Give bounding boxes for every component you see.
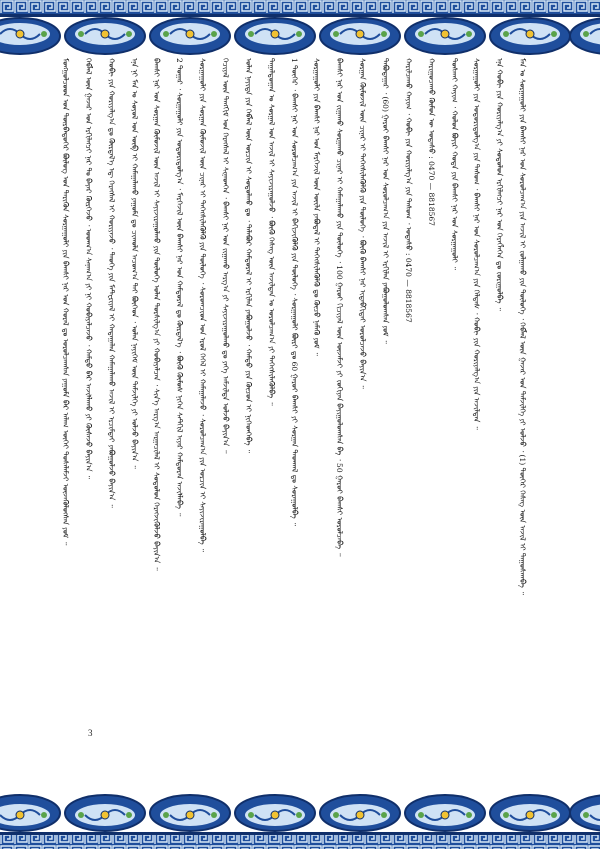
text-column: ᠬᠡᠪᠯᠡᠯ ᠦᠨ ᠭᠠᠵᠠᠷ ᠤᠨ ᠡᠷᠬᠢᠯᠡᠭᠴᠢ ᠨᠠᠷ ᠲᠤ ᠪᠠᠶᠠᠷ ᠬᠦᠷᠭᠡᠵᠦ ᠂ ᠤᠳᠬ᠎ᠠ ᠰᠠᠨᠠᠭ᠎ᠠ ᠶᠢ ᠨᠢ ᠬᠤᠪᠢᠶᠠᠯᠴᠠᠵᠤ ᠂ ᠬᠠᠮᠲᠤ ᠪᠡᠷ ᠠᠵᠢᠯᠯᠠᠬᠤ ᠶᠢ ᠬᠦᠰᠡᠵᠦ ᠪᠠᠶᠢᠨ᠎ᠠ ᠃ [84, 58, 93, 479]
text-column: ᠬᠡᠴᠢᠶᠡᠯ ᠦᠨ ᠲᠠᠩᠬᠢᠮ ᠤᠨ ᠬᠡᠷᠡᠭᠰᠡᠯ ᠢ ᠰᠢᠨᠡᠳᠬᠡᠨ ᠂ ᠪᠠᠭᠰᠢ ᠨᠠᠷ ᠤᠨ ᠵᠢᠭᠠᠬᠤ ᠠᠷᠭ᠎ᠠ ᠶᠢ ᠰᠠᠶᠢᠵᠢᠷᠠᠭᠤᠯᠬᠤ ᠳᠤ ᠶᠡᠬᠡ ᠠᠮᠵᠢᠯᠲᠠ ᠣᠯᠵᠤ ᠪᠠᠶᠢᠨ᠎ᠠ ᠃ [221, 58, 230, 454]
bottom-ornament-band [0, 789, 600, 849]
text-column: ᠮᠣᠩᠭᠣᠯᠴᠤᠳ ᠤᠨ ᠳᠦᠷᠪᠡᠳᠦᠭᠡᠷ ᠪᠦᠯᠦᠭ ᠤᠨ ᠲᠡᠷᠢᠭᠦᠨ ᠰᠤᠷᠭᠠᠭᠤᠯᠢ ᠶᠢᠨ ᠪᠠᠭᠰᠢ ᠨᠠᠷ ᠤᠨ ᠬᠤᠷᠠᠯ ᠳᠤ ᠣᠷᠤᠯᠴᠠᠭᠰᠠᠨ ᠶᠠᠭᠤᠮᠠ ᠪᠠᠷ ᠠᠯᠠᠭ ᠦᠭᠡᠢ ᠲᠤᠰᠠᠯᠠᠮᠵᠢ ᠦᠵᠡᠭᠦᠯᠦᠭᠰᠡᠨ ᠶᠤᠮ ᠃ [61, 58, 70, 546]
text-column: ᠰᠤᠷᠭᠠᠭᠤᠯᠢ ᠶᠢᠨ ᠪᠠᠭᠰᠢ ᠨᠠᠷ ᠤᠨ ᠮᠡᠷᠭᠡᠵᠢᠯ ᠦᠨ ᠦᠢᠯᠡ ᠶᠠᠪᠤᠳᠠᠯ ᠢ ᠳᠡᠭᠡᠭᠰᠢᠯᠡᠭᠦᠯᠬᠦ ᠳᠤ ᠬᠦᠴᠦ ᠨᠡᠮᠡᠬᠦ ᠶᠤᠮ ᠃ [312, 58, 321, 356]
text-column: ᠬᠠᠷᠢᠯᠴᠠᠬᠤ ᠬᠠᠶᠢᠭ ᠂ ᠬᠤᠪᠢ ᠶᠢᠨ ᠬᠤᠷᠢᠶᠠᠯᠭ᠎ᠠ ᠶᠢᠨ ᠲᠠᠰᠤᠭ ᠂ ᠤᠲᠠᠰᠤ : 0470 — 8818567 [404, 58, 413, 323]
text-column: ᠡᠨᠡ ᠬᠤᠪᠢ ᠶᠢᠨ ᠬᠤᠷᠢᠶᠠᠯᠭ᠎ᠠ ᠶᠢ ᠰᠤᠳᠤᠯᠤᠨ ᠡᠷᠬᠢᠯᠡᠭᠴᠢ ᠨᠠᠷ ᠤᠨ ᠬᠡᠷᠡᠭᠯᠡᠭᠡᠨ ᠳᠤ ᠵᠣᠷᠢᠭᠤᠯᠪᠠ ᠃ [495, 58, 504, 311]
cloud-scroll-ornament-icon [0, 0, 600, 60]
text-column: ᠬᠠᠷᠢᠭᠤᠴᠠᠬᠤ ᠬᠦᠮᠦᠨ ᠦ ᠤᠲᠠᠰᠤ : 0470 — 8818567 [427, 58, 436, 226]
cloud-scroll-ornament-icon [0, 789, 600, 849]
text-column: ᠲᠠᠪᠤᠳᠠᠭᠠᠷ ᠂ (60) ᠭᠠᠷᠤᠢ ᠪᠠᠭᠰᠢ ᠨᠠᠷ ᠤᠨ ᠰᠤᠷᠤᠯᠴᠠᠭ᠎ᠠ ᠶᠢᠨ ᠠᠵᠢᠯ ᠢ ᠡᠷᠬᠢᠯᠡᠨ ᠶᠠᠪᠤᠭᠤᠯᠤᠭᠰᠠᠨ ᠶᠤᠮ ᠃ [381, 58, 390, 344]
text-column: ᠬᠤᠪᠢ ᠶᠢᠨ ᠬᠤᠷᠢᠶᠠᠯᠭ᠎ᠠ ᠳᠤ ᠬᠦᠷᠲᠡᠯ᠎ᠡ ᠡᠳ᠋ ᠬᠡᠷᠡᠭᠰᠡᠯ ᠢ ᠬᠤᠷᠢᠶᠠᠵᠤ ᠂ ᠲᠡᠦᠬᠡ ᠶᠢᠨ ᠮᠠᠲ᠋ᠧᠷᠢᠶᠠᠯ ᠢ ᠬᠠᠳᠠᠭᠠᠯᠠᠨ ᠬᠠᠮᠠᠭᠠᠯᠠᠬᠤ ᠠᠵᠢᠯ ᠢ ᠡᠷᠴᠢᠮᠲᠡᠢ ᠶᠠᠪᠤᠭᠤᠯᠵᠤ ᠪᠠᠶᠢᠨ᠎ᠠ ᠃ [107, 58, 116, 508]
text-column: ᠣᠯᠠᠨ ᠨᠡᠶᠢᠲᠡ ᠶᠢᠨ ᠬᠡᠪᠯᠡᠯ ᠦᠨ ᠣᠷᠴᠢᠨ ᠢ ᠰᠤᠳᠤᠯᠬᠤ ᠳᠤ ᠂ ᠲᠠᠯᠠᠪᠤᠷ ᠬᠠᠮᠲᠤᠷᠠᠯ ᠢ ᠡᠷᠬᠢᠯᠡᠨ ᠶᠠᠪᠤᠭᠤᠯᠵᠤ ᠂ ᠬᠠᠮᠲᠤ ᠶᠢᠨ ᠬᠦᠴᠦᠨ ᠢ ᠨᠢᠭᠡᠳᠭᠡᠪᠡ ᠃ [244, 58, 253, 453]
text-column: 2 ᠳᠤᠭᠠᠷ ᠂ ᠰᠤᠷᠭᠠᠭᠤᠯᠢ ᠶᠢᠨ ᠤᠳᠤᠷᠢᠳᠤᠯᠭ᠎ᠠ ᠂ ᠮᠡᠷᠭᠡᠵᠢᠯ ᠦᠨ ᠪᠠᠭᠰᠢ ᠨᠠᠷ ᠤᠨ ᠬᠠᠮᠲᠤᠷᠠᠯ ᠳᠤ ᠬᠦᠷᠲᠡᠯ᠎ᠡ ᠂ ᠪᠦᠬᠦ ᠬᠦᠮᠦᠰ ᠨᠢᠭᠡᠨ ᠰᠡᠲᠭᠢᠯ ᠢᠶᠡᠷ ᠬᠠᠮᠲᠤᠷᠠᠨ ᠠᠵᠢᠯᠯᠠᠪᠠ ᠃ [175, 58, 184, 517]
text-column: ᠡᠨᠡ ᠨᠢ ᠮᠠᠨ ᠤ ᠰᠤᠶᠤᠯ ᠤᠨ ᠦᠪ ᠢ ᠬᠠᠮᠠᠭᠠᠯᠠᠬᠤ ᠶᠠᠭᠤᠮᠠ ᠳᠤ ᠴᠢᠬᠤᠯᠠ ᠠᠴᠤᠭ᠎ᠠ ᠲᠠᠢ ᠪᠦᠭᠡᠳ ᠂ ᠣᠯᠠᠨ ᠨᠡᠶᠢᠭᠡᠮ ᠦᠨ ᠳᠡᠮᠵᠢᠯᠭᠡ ᠶᠢ ᠣᠯᠵᠤ ᠪᠠᠶᠢᠨ᠎ᠠ ᠃ [130, 58, 139, 469]
text-column: ᠲᠤᠰᠬᠠᠢ ᠬᠠᠶᠢᠭ ᠂ ᠬᠤᠯᠤᠨ ᠪᠤᠶᠢᠷ ᠬᠣᠲᠠ ᠶᠢᠨ ᠪᠠᠭᠰᠢ ᠨᠠᠷ ᠤᠨ ᠰᠤᠷᠭᠠᠭᠤᠯᠢ ᠃ [450, 58, 459, 271]
document-body [60, 58, 540, 791]
page-number: 3 [88, 728, 93, 738]
text-column: 1 ᠳᠦᠭᠡᠷ ᠂ ᠪᠠᠭᠰᠢ ᠨᠠᠷ ᠤᠨ ᠰᠤᠷᠤᠯᠴᠠᠭ᠎ᠠ ᠶᠢᠨ ᠠᠵᠢᠯ ᠢ ᠪᠡᠬᠢᠵᠢᠭᠦᠯᠬᠦ ᠶᠢᠨ ᠲᠥᠯᠥᠭᠡ ᠂ ᠰᠤᠷᠭᠠᠭᠤᠯᠢ ᠪᠦᠷᠢ ᠳᠤ 60 ᠭᠠᠷᠤᠢ ᠪᠠᠭᠰᠢ ᠶᠢ ᠰᠤᠷᠭᠠᠨ ᠳᠠᠳᠬᠠᠯ ᠳᠤ ᠰᠤᠷᠠᠭᠤᠯᠪᠠ ᠃ [290, 58, 299, 526]
top-ornament-band [0, 0, 600, 60]
text-column: ᠮᠠᠨ ᠤ ᠰᠤᠷᠭᠠᠭᠤᠯᠢ ᠶᠢᠨ ᠪᠠᠭᠰᠢ ᠨᠠᠷ ᠤᠨ ᠰᠤᠷᠤᠯᠴᠠᠭ᠎ᠠ ᠶᠢᠨ ᠠᠵᠢᠯ ᠢ ᠵᠤᠯᠭᠠᠬᠤ ᠶᠢᠨ ᠲᠥᠯᠥᠭᠡ ᠂ ᠬᠡᠪᠯᠡᠯ ᠦᠨ ᠭᠠᠵᠠᠷ ᠤᠨ ᠳᠡᠮᠵᠢᠯᠭᠡ ᠶᠢ ᠣᠯᠵᠤ ᠂ (1) ᠳᠦᠭᠡᠷ ᠬᠡᠰᠡᠭ ᠦᠨ ᠠᠵᠢᠯ ᠢ ᠳᠠᠭᠤᠰᠬᠠᠪᠠ ᠃ [518, 58, 527, 596]
text-column: ᠳᠠᠭᠠᠯᠳᠤᠭᠠᠨ ᠤ ᠰᠤᠷᠭᠠᠯ ᠤᠨ ᠠᠵᠢᠯ ᠢ ᠰᠠᠶᠢᠵᠢᠷᠠᠭᠤᠯᠵᠤ ᠂ ᠪᠦᠬᠦ ᠬᠡᠰᠡᠭ ᠦᠨ ᠠᠵᠢᠯᠲᠠᠨ ᠤ ᠣᠷᠤᠯᠴᠠᠭ᠎ᠠ ᠶᠢ ᠳᠡᠭᠡᠭᠰᠢᠯᠡᠭᠦᠯᠪᠡ ᠃ [267, 58, 276, 406]
text-column: ᠰᠤᠷᠭᠠᠭᠤᠯᠢ ᠶᠢᠨ ᠰᠤᠷᠭᠠᠨ ᠬᠦᠮᠦᠵᠢᠯ ᠦᠨ ᠴᠢᠨᠠᠷ ᠢ ᠳᠡᠭᠡᠭᠰᠢᠯᠡᠭᠦᠯᠬᠦ ᠶᠢᠨ ᠲᠥᠯᠥᠭᠡ ᠂ ᠰᠤᠷᠤᠭᠴᠢᠳ ᠤᠨ ᠡᠷᠦᠯ ᠬᠡᠭᠡᠯ ᠢ ᠬᠠᠮᠠᠭᠠᠯᠠᠵᠤ ᠂ ᠰᠤᠷᠤᠯᠴᠠᠭ᠎ᠠ ᠶᠢᠨ ᠣᠷᠴᠢᠨ ᠢ ᠰᠠᠶᠢᠵᠢᠷᠠᠭᠤᠯᠪᠠ ᠃ [198, 58, 207, 553]
text-column: ᠰᠤᠷᠭᠠᠨ ᠬᠦᠮᠦᠵᠢᠯ ᠦᠨ ᠴᠢᠨᠠᠷ ᠢ ᠳᠡᠭᠡᠭᠰᠢᠯᠡᠭᠦᠯᠬᠦ ᠶᠢᠨ ᠲᠥᠯᠥᠭᠡ ᠂ ᠪᠦᠬᠦ ᠪᠠᠭᠰᠢ ᠨᠠᠷ ᠢᠳᠡᠪᠬᠢᠲᠡᠢ ᠣᠷᠤᠯᠴᠠᠵᠤ ᠪᠠᠶᠢᠨ᠎ᠠ ᠃ [358, 58, 367, 389]
text-column: ᠪᠠᠭᠰᠢ ᠨᠠᠷ ᠤᠨ ᠵᠢᠭᠠᠬᠤ ᠰᠤᠷᠭᠠᠬᠤ ᠴᠢᠨᠠᠷ ᠢ ᠬᠠᠮᠠᠭᠠᠯᠠᠬᠤ ᠶᠢᠨ ᠲᠥᠯᠥᠭᠡ ᠂ 100 ᠭᠠᠷᠤᠢ ᠬᠢᠴᠢᠶᠡᠯ ᠦᠨ ᠦᠵᠡᠮᠵᠢ ᠶᠢ ᠵᠣᠬᠢᠶᠠᠨ ᠪᠠᠶᠢᠭᠤᠯᠤᠭᠰᠠᠨ ᠪᠠ ᠂ 50 ᠭᠠᠷᠤᠢ ᠪᠠᠭᠰᠢ ᠣᠷᠤᠯᠴᠠᠪᠠ ᠃ [335, 58, 344, 557]
text-column: ᠰᠤᠷᠭᠠᠭᠤᠯᠢ ᠶᠢᠨ ᠤᠳᠤᠷᠢᠳᠤᠯᠭ᠎ᠠ ᠶᠢᠨ ᠲᠠᠰᠤᠭ ᠂ ᠪᠠᠭᠰᠢ ᠨᠠᠷ ᠤᠨ ᠰᠤᠷᠤᠯᠴᠠᠭ᠎ᠠ ᠶᠢᠨ ᠬᠡᠯᠲᠡᠰ ᠂ ᠬᠤᠪᠢ ᠶᠢᠨ ᠬᠤᠷᠢᠶᠠᠯᠭ᠎ᠠ ᠶᠢᠨ ᠠᠵᠢᠯᠲᠠᠨ ᠃ [472, 58, 481, 430]
text-column: ᠪᠠᠭᠰᠢ ᠨᠠᠷ ᠤᠨ ᠰᠤᠷᠭᠠᠨ ᠬᠦᠮᠦᠵᠢᠯ ᠦᠨ ᠠᠵᠢᠯ ᠢ ᠰᠠᠶᠢᠵᠢᠷᠠᠭᠤᠯᠬᠤ ᠶᠢᠨ ᠲᠥᠯᠥᠭᠡ ᠣᠯᠠᠨ ᠲᠤᠷᠰᠢᠯᠭ᠎ᠠ ᠶᠢ ᠬᠤᠪᠢᠶᠠᠯᠴᠠᠨ ᠂ ᠰᠢᠨ᠎ᠡ ᠠᠷᠭ᠎ᠠ ᠠᠷᠭᠠᠴᠢᠯᠠᠯ ᠢ ᠰᠤᠳᠤᠯᠤᠨ ᠬᠡᠷᠡᠭᠵᠢᠭᠦᠯᠵᠦ ᠪᠠᠶᠢᠨ᠎ᠠ ᠃ [152, 58, 161, 571]
